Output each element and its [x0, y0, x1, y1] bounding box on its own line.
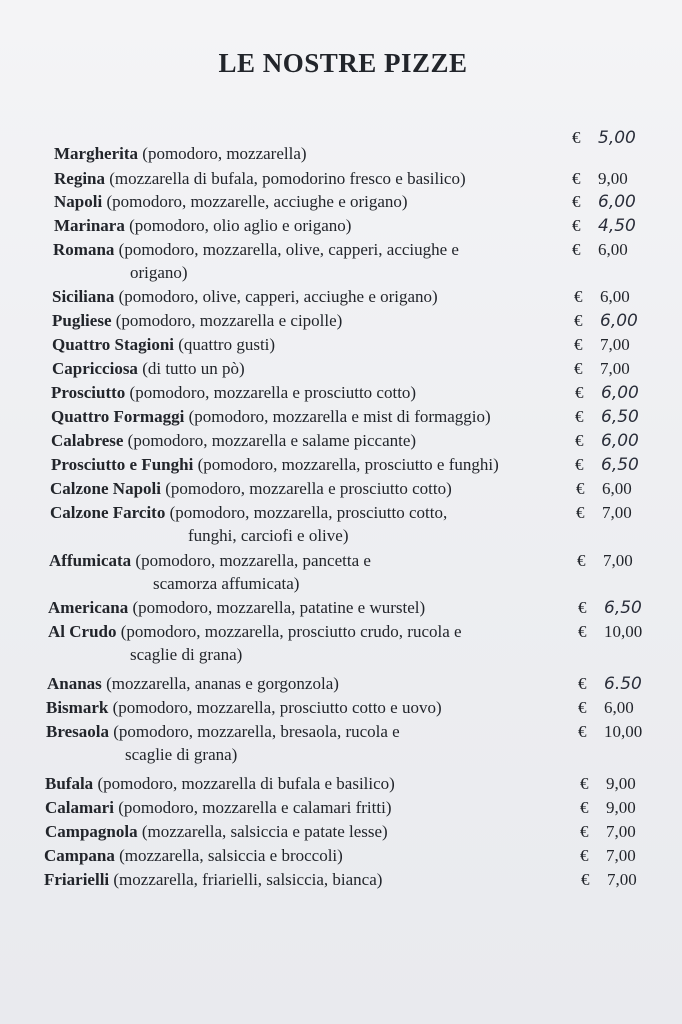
pizza-name: Affumicata — [49, 551, 132, 570]
euro-sign: € — [575, 455, 584, 474]
pizza-ingredients-continued: scaglie di grana) — [130, 645, 243, 664]
pizza-name: Campana — [44, 846, 115, 865]
pizza-ingredients: (pomodoro, mozzarella, patatine e wurstel) — [128, 598, 426, 617]
pizza-item — [52, 287, 438, 307]
handwritten-price-value: 6,50 — [601, 455, 639, 475]
pizza-name: Napoli — [54, 192, 103, 211]
euro-sign: € — [575, 383, 584, 402]
handwritten-price-value: 6,00 — [600, 311, 638, 331]
euro-sign: € — [581, 870, 590, 889]
pizza-name: Prosciutto e Funghi — [51, 455, 194, 474]
pizza-name: Americana — [48, 598, 129, 617]
pizza-ingredients: (pomodoro, mozzarella, prosciutto crudo, rucola e — [116, 622, 462, 641]
pizza-name: Ananas — [47, 674, 102, 693]
pizza-item — [46, 698, 442, 718]
pizza-price — [578, 698, 634, 718]
euro-sign: € — [576, 503, 585, 522]
euro-sign: € — [575, 431, 584, 450]
pizza-name: Romana — [53, 240, 115, 259]
pizza-name: Quattro Formaggi — [51, 407, 185, 426]
pizza-name: Siciliana — [52, 287, 115, 306]
euro-sign: € — [572, 192, 581, 211]
euro-sign: € — [572, 169, 581, 188]
pizza-ingredients: (mozzarella, ananas e gorgonzola) — [101, 674, 339, 693]
pizza-price — [578, 598, 642, 618]
pizza-item — [46, 722, 400, 742]
pizza-item — [54, 192, 408, 212]
price-value: 6,00 — [604, 698, 634, 717]
price-value: 6,00 — [600, 287, 630, 306]
euro-sign: € — [574, 287, 583, 306]
euro-sign: € — [580, 798, 589, 817]
pizza-ingredients: (quattro gusti) — [174, 335, 276, 354]
pizza-name: Prosciutto — [51, 383, 126, 402]
handwritten-price-value: 6,00 — [598, 192, 636, 212]
pizza-ingredients: (pomodoro, mozzarella, prosciutto cotto, — [165, 503, 448, 522]
pizza-ingredients: (pomodoro, mozzarella e prosciutto cotto) — [125, 383, 417, 402]
pizza-price — [574, 335, 630, 355]
pizza-price — [578, 622, 642, 642]
handwritten-price-value: 6.50 — [604, 674, 642, 694]
pizza-item — [51, 383, 416, 403]
price-value: 6,00 — [598, 240, 628, 259]
pizza-price — [576, 503, 632, 523]
pizza-name: Calabrese — [51, 431, 124, 450]
pizza-item — [53, 240, 459, 260]
pizza-item — [45, 798, 391, 818]
pizza-price — [572, 128, 636, 148]
pizza-ingredients: (pomodoro, olive, capperi, acciughe e origano) — [114, 287, 438, 306]
pizza-item — [50, 503, 447, 523]
price-value: 6,00 — [602, 479, 632, 498]
pizza-ingredients: (mozzarella, friarielli, salsiccia, bianca) — [109, 870, 383, 889]
pizza-price — [575, 455, 639, 475]
handwritten-price-value: 6,00 — [601, 431, 639, 451]
pizza-item — [44, 846, 343, 866]
pizza-ingredients: (pomodoro, mozzarella, bresaola, rucola e — [108, 722, 400, 741]
price-value: 9,00 — [606, 774, 636, 793]
euro-sign: € — [574, 359, 583, 378]
price-value: 10,00 — [604, 622, 643, 641]
pizza-ingredients: (pomodoro, mozzarella) — [138, 144, 307, 163]
page-title: LE NOSTRE PIZZE — [218, 48, 468, 78]
pizza-item — [51, 455, 499, 475]
pizza-ingredients: (mozzarella, salsiccia e broccoli) — [114, 846, 343, 865]
euro-sign: € — [572, 128, 581, 147]
handwritten-price-value: 6,50 — [601, 407, 639, 427]
pizza-name: Al Crudo — [48, 622, 117, 641]
pizza-ingredients: (pomodoro, mozzarelle, acciughe e origano) — [102, 192, 408, 211]
euro-sign: € — [572, 216, 581, 235]
pizza-ingredients: (pomodoro, mozzarella, olive, capperi, acciughe e — [114, 240, 459, 259]
pizza-item — [51, 431, 416, 451]
pizza-price — [580, 798, 636, 818]
pizza-item — [48, 598, 425, 618]
pizza-price — [572, 192, 636, 212]
euro-sign: € — [578, 622, 587, 641]
pizza-item — [45, 822, 388, 842]
pizza-item — [52, 335, 275, 355]
price-value: 7,00 — [607, 870, 637, 889]
pizza-item — [45, 774, 395, 794]
euro-sign: € — [575, 407, 584, 426]
pizza-ingredients: (pomodoro, mozzarella e prosciutto cotto) — [160, 479, 452, 498]
pizza-price — [580, 822, 636, 842]
pizza-name: Bufala — [45, 774, 94, 793]
pizza-ingredients-continued: scaglie di grana) — [125, 745, 238, 764]
pizza-ingredients: (di tutto un pò) — [137, 359, 245, 378]
pizza-name: Bismark — [46, 698, 109, 717]
pizza-name: Calzone Napoli — [50, 479, 161, 498]
pizza-price — [580, 774, 636, 794]
pizza-price — [576, 479, 632, 499]
pizza-ingredients: (pomodoro, mozzarella e cipolle) — [111, 311, 343, 330]
pizza-ingredients: (pomodoro, mozzarella e mist di formaggio) — [184, 407, 491, 426]
pizza-ingredients: (pomodoro, mozzarella, prosciutto e funghi) — [193, 455, 499, 474]
euro-sign: € — [578, 722, 587, 741]
pizza-ingredients: (mozzarella di bufala, pomodorino fresco e basilico) — [105, 169, 466, 188]
euro-sign: € — [578, 698, 587, 717]
pizza-price — [581, 870, 637, 890]
price-value: 7,00 — [600, 335, 630, 354]
pizza-price — [575, 383, 639, 403]
pizza-name: Friarielli — [44, 870, 110, 889]
pizza-name: Calzone Farcito — [50, 503, 166, 522]
euro-sign: € — [574, 311, 583, 330]
pizza-ingredients: (mozzarella, salsiccia e patate lesse) — [137, 822, 388, 841]
pizza-ingredients: (pomodoro, mozzarella, pancetta e — [131, 551, 371, 570]
pizza-name: Quattro Stagioni — [52, 335, 175, 354]
pizza-name: Campagnola — [45, 822, 138, 841]
pizza-ingredients: (pomodoro, mozzarella e calamari fritti) — [113, 798, 392, 817]
pizza-ingredients-continued: origano) — [130, 263, 188, 282]
handwritten-price-value: 4,50 — [598, 216, 636, 236]
pizza-item — [47, 674, 339, 694]
pizza-item — [54, 144, 307, 164]
pizza-name: Regina — [54, 169, 105, 188]
pizza-name: Marinara — [54, 216, 125, 235]
euro-sign: € — [577, 551, 586, 570]
pizza-name: Pugliese — [52, 311, 112, 330]
pizza-item — [51, 407, 491, 427]
pizza-price — [572, 240, 628, 260]
pizza-ingredients-continued: scamorza affumicata) — [153, 574, 300, 593]
pizza-price — [578, 722, 642, 742]
pizza-price — [575, 431, 639, 451]
pizza-price — [574, 287, 630, 307]
pizza-item — [54, 169, 466, 189]
pizza-price — [578, 674, 642, 694]
price-value: 9,00 — [606, 798, 636, 817]
pizza-price — [572, 216, 636, 236]
euro-sign: € — [576, 479, 585, 498]
euro-sign: € — [580, 822, 589, 841]
pizza-item — [54, 216, 351, 236]
pizza-item — [50, 479, 452, 499]
pizza-price — [572, 169, 628, 189]
pizza-item — [48, 622, 462, 642]
price-value: 7,00 — [602, 503, 632, 522]
pizza-ingredients-continued: funghi, carciofi e olive) — [188, 526, 349, 545]
euro-sign: € — [572, 240, 581, 259]
pizza-price — [577, 551, 633, 571]
euro-sign: € — [574, 335, 583, 354]
pizza-item — [52, 311, 342, 331]
euro-sign: € — [580, 846, 589, 865]
pizza-ingredients: (pomodoro, mozzarella e salame piccante) — [123, 431, 417, 450]
handwritten-price-value: 6,00 — [601, 383, 639, 403]
pizza-name: Margherita — [54, 144, 139, 163]
pizza-ingredients: (pomodoro, mozzarella di bufala e basilico) — [93, 774, 395, 793]
pizza-price — [580, 846, 636, 866]
pizza-item — [52, 359, 245, 379]
pizza-price — [574, 311, 638, 331]
pizza-name: Capricciosa — [52, 359, 138, 378]
price-value: 9,00 — [598, 169, 628, 188]
euro-sign: € — [578, 674, 587, 693]
pizza-name: Bresaola — [46, 722, 109, 741]
price-value: 7,00 — [600, 359, 630, 378]
price-value: 10,00 — [604, 722, 643, 741]
price-value: 7,00 — [606, 822, 636, 841]
price-value: 7,00 — [606, 846, 636, 865]
price-value: 7,00 — [603, 551, 633, 570]
pizza-ingredients: (pomodoro, olio aglio e origano) — [124, 216, 352, 235]
pizza-price — [575, 407, 639, 427]
euro-sign: € — [578, 598, 587, 617]
euro-sign: € — [580, 774, 589, 793]
pizza-name: Calamari — [45, 798, 114, 817]
handwritten-price-value: 6,50 — [604, 598, 642, 618]
pizza-price — [574, 359, 630, 379]
pizza-ingredients: (pomodoro, mozzarella, prosciutto cotto e uovo) — [108, 698, 442, 717]
handwritten-price-value: 5,00 — [598, 128, 636, 148]
pizza-item — [44, 870, 382, 890]
pizza-item — [49, 551, 371, 571]
